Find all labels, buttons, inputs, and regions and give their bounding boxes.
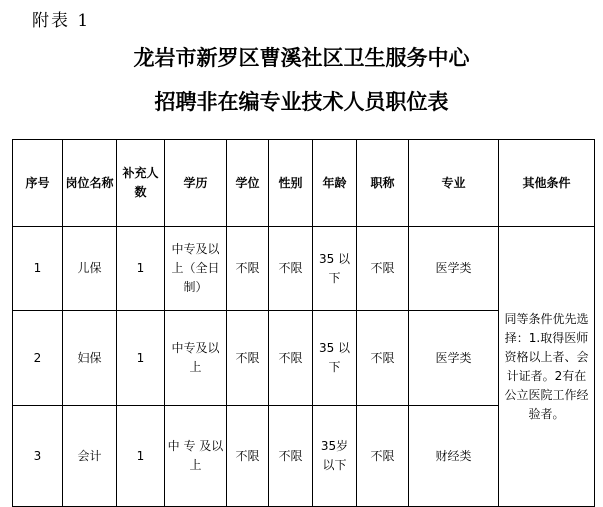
- document-title: 龙岩市新罗区曹溪社区卫生服务中心: [133, 45, 470, 70]
- header-gender: 性别: [269, 140, 313, 227]
- attachment-label: 附表 1: [32, 11, 91, 31]
- cell-major: 医学类: [409, 227, 499, 311]
- cell-gender: 不限: [269, 227, 313, 311]
- header-education: 学历: [165, 140, 227, 227]
- header-other: 其他条件: [499, 140, 595, 227]
- header-age: 年龄: [313, 140, 357, 227]
- table-row: [13, 227, 595, 311]
- cell-count: 1: [117, 311, 165, 406]
- document-subtitle: 招聘非在编专业技术人员职位表: [154, 89, 449, 114]
- cell-seq: 3: [13, 406, 63, 507]
- cell-title: 不限: [357, 311, 409, 406]
- cell-gender: 不限: [269, 311, 313, 406]
- cell-major: 财经类: [409, 406, 499, 507]
- header-position: 岗位名称: [63, 140, 117, 227]
- cell-education: 中 专 及以上: [165, 406, 227, 507]
- cell-title: 不限: [357, 227, 409, 311]
- cell-seq: 2: [13, 311, 63, 406]
- header-degree: 学位: [227, 140, 269, 227]
- cell-age: 35 以下: [313, 311, 357, 406]
- cell-count: 1: [117, 406, 165, 507]
- cell-degree: 不限: [227, 311, 269, 406]
- header-count: 补充人数: [117, 140, 165, 227]
- table-header-row: [13, 140, 595, 227]
- cell-position: 儿保: [63, 227, 117, 311]
- header-seq: 序号: [13, 140, 63, 227]
- cell-title: 不限: [357, 406, 409, 507]
- cell-education: 中专及以上（全日制）: [165, 227, 227, 311]
- cell-seq: 1: [13, 227, 63, 311]
- cell-degree: 不限: [227, 406, 269, 507]
- cell-gender: 不限: [269, 406, 313, 507]
- cell-major: 医学类: [409, 311, 499, 406]
- cell-age: 35 以下: [313, 227, 357, 311]
- cell-age: 35岁以下: [313, 406, 357, 507]
- header-title: 职称: [357, 140, 409, 227]
- cell-position: 会计: [63, 406, 117, 507]
- cell-education: 中专及以上: [165, 311, 227, 406]
- cell-degree: 不限: [227, 227, 269, 311]
- cell-other-conditions: 同等条件优先选择：1.取得医师资格以上者、会计证者。2有在公立医院工作经验者。: [499, 227, 595, 507]
- cell-count: 1: [117, 227, 165, 311]
- cell-position: 妇保: [63, 311, 117, 406]
- positions-table: [12, 139, 595, 507]
- header-major: 专业: [409, 140, 499, 227]
